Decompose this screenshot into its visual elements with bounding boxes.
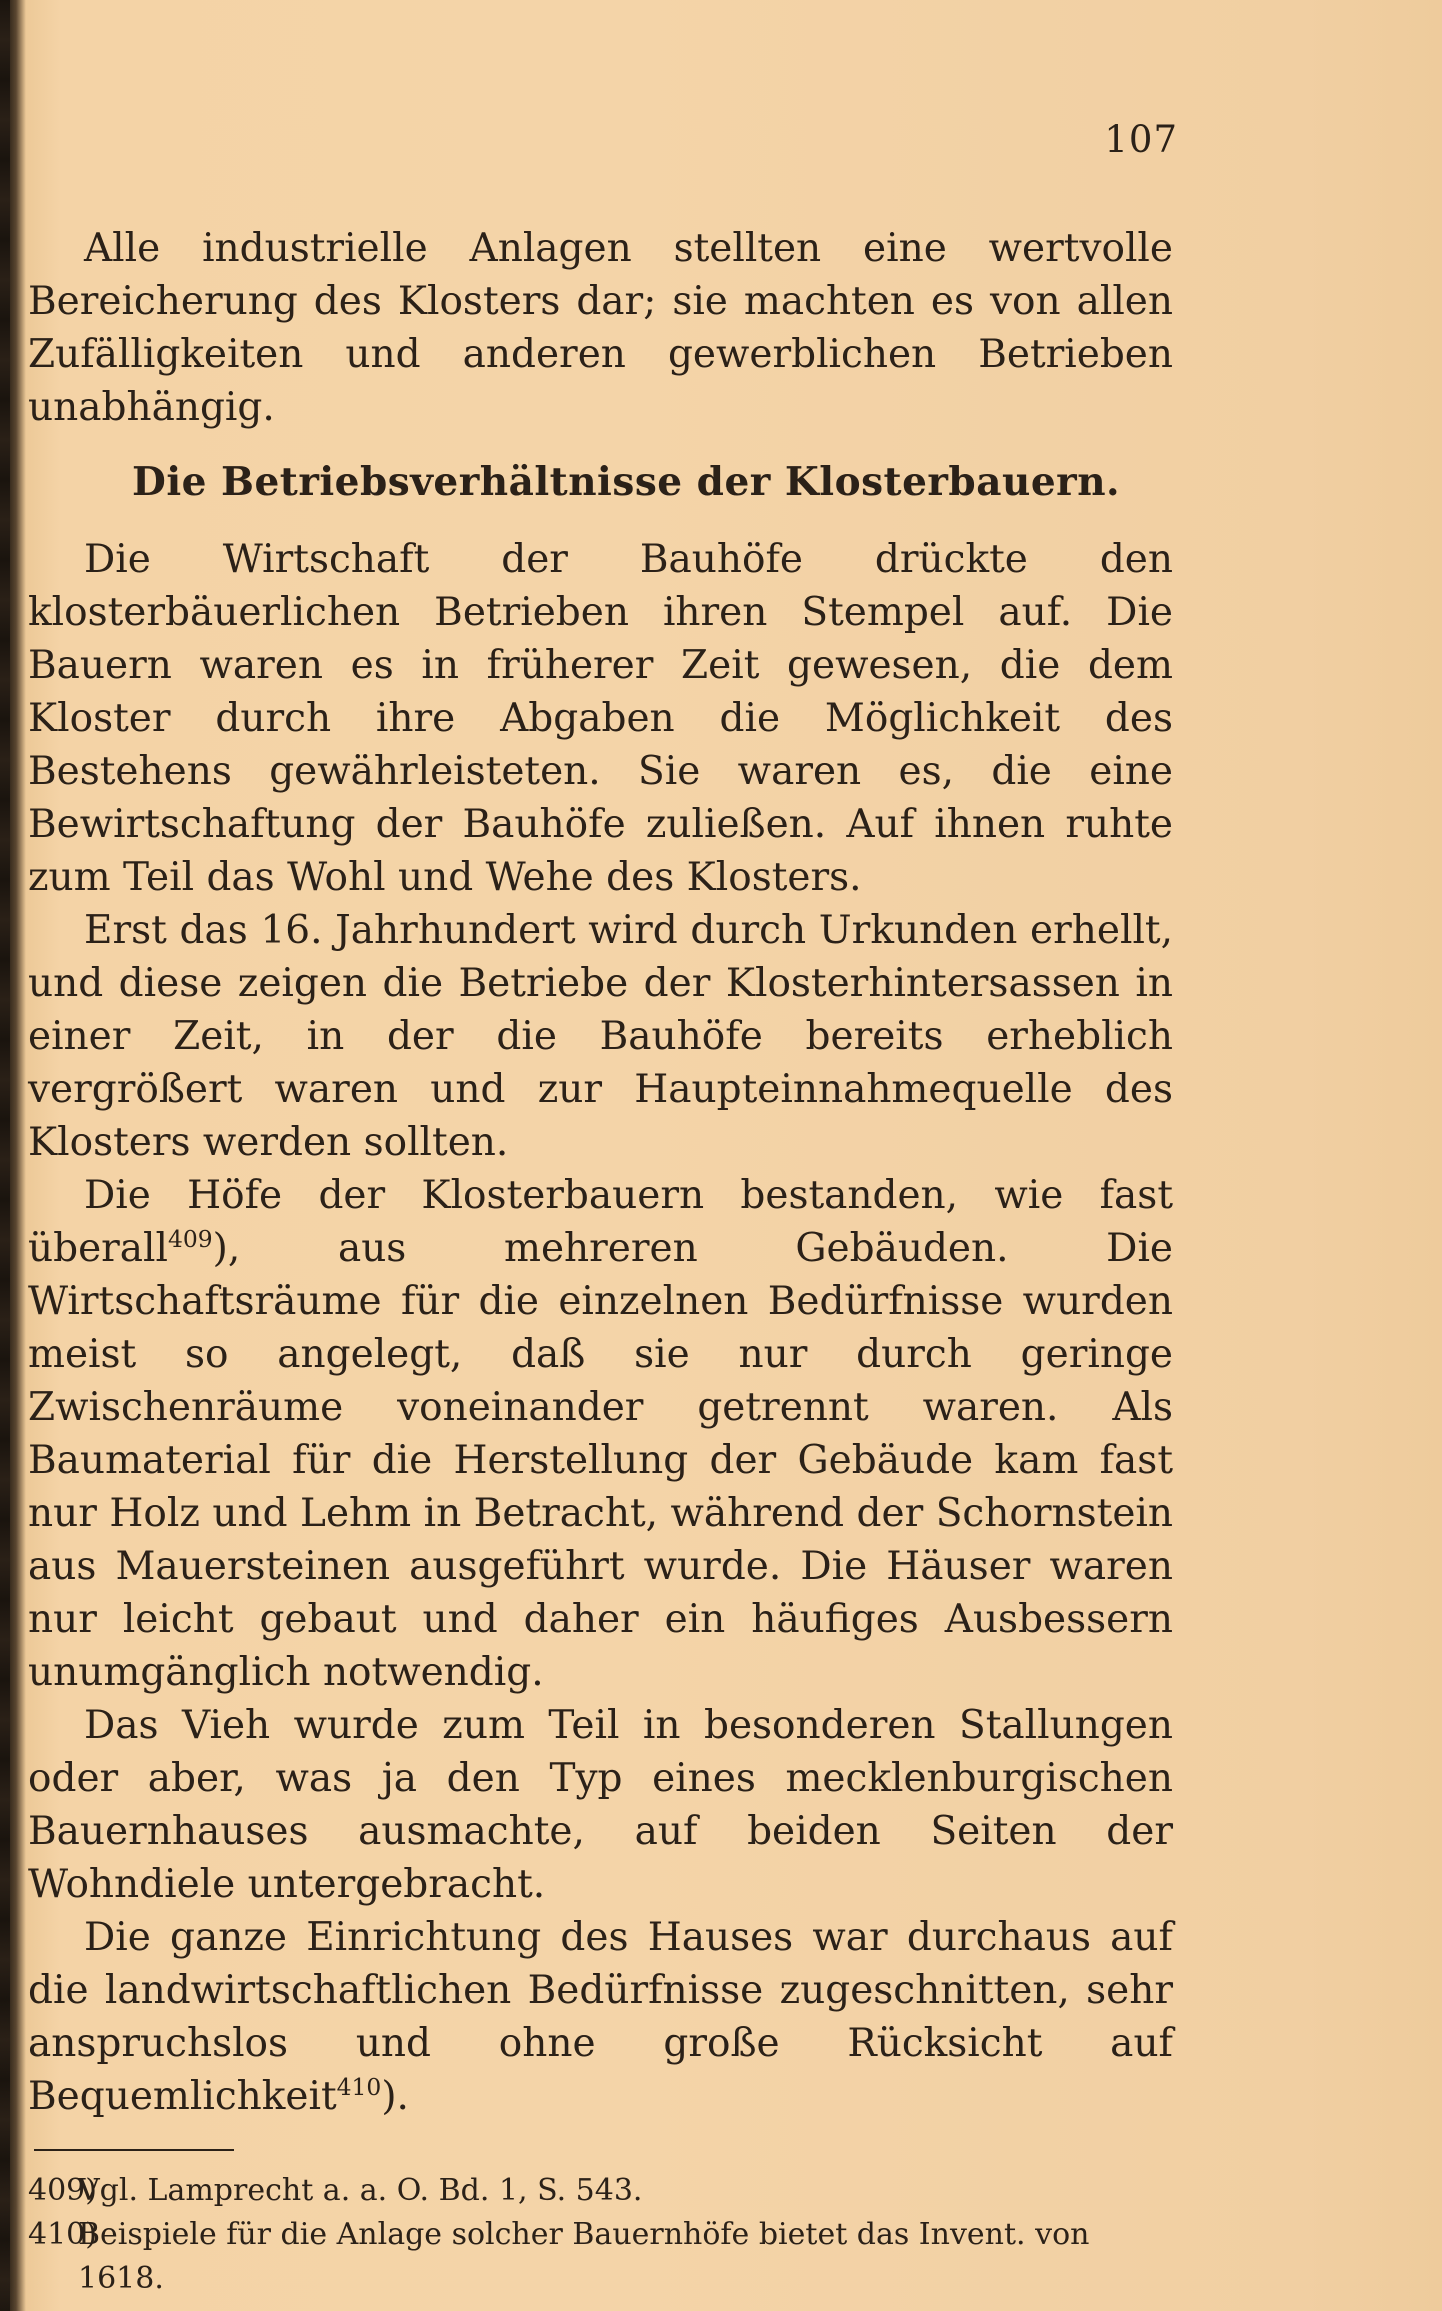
- footnote-410: [28, 2213, 1173, 2301]
- footnote-text: Vgl. Lamprecht a. a. O. Bd. 1, S. 543.: [78, 2173, 643, 2208]
- paragraph-sixteenth-century: Erst das 16. Jahrhundert wird durch Urkunden erhellt, und diese zeigen die Betriebe der Klosterhintersassen in einer Zeit, in der die Bauhöfe bereits erheblich vergrößert waren und zur Haupteinnahmequelle des Klosters werden sollten.: [28, 908, 1173, 1165]
- paragraph-farm-economy: Die Wirtschaft der Bauhöfe drückte den klosterbäuerlichen Betrieben ihren Stempel auf. Die Bauern waren es in früherer Zeit gewesen, die dem Kloster durch ihre Abgaben die Möglichkeit des Bestehens gewährleisteten. Sie waren es, die eine Bewirtschaftung der Bauhöfe zuließen. Auf ihnen ruhte zum Teil das Wohl und Wehe des Klosters.: [28, 537, 1173, 900]
- page-body: [28, 222, 1173, 2301]
- footnote-409: [28, 2169, 1173, 2213]
- paragraph-text: Die ganze Einrichtung des Hauses war durchaus auf die landwirtschaftlichen Bedürfnisse zugeschnitten, sehr anspruchslos und ohne große Rücksicht auf Bequemlichkeit: [28, 1915, 1173, 2119]
- binding-edge: [0, 0, 10, 2311]
- paragraph-farm-buildings: [28, 1169, 1173, 1699]
- footnote-marker: 409): [28, 2173, 97, 2208]
- footnote-reference: 410: [336, 2073, 382, 2101]
- paragraph-house-furnishing: [28, 1911, 1173, 2123]
- footnote-reference: 409: [168, 1225, 213, 1253]
- paragraph-text: ).: [381, 2074, 409, 2119]
- paragraph-text: Die Höfe der Klosterbauern bestanden, wie fast überall: [28, 1173, 1173, 1271]
- footnote-marker: 410): [28, 2217, 97, 2252]
- footnote-text: Beispiele für die Anlage solcher Bauernhöfe bietet das Invent. von 1618.: [78, 2217, 1090, 2296]
- section-heading: Die Betriebsverhältnisse der Klosterbauern.: [132, 459, 1121, 505]
- paragraph-text: ), aus mehreren Gebäuden. Die Wirtschaftsräume für die einzelnen Bedürfnisse wurden meist so angelegt, daß sie nur durch geringe Zwischenräume voneinander getrennt waren. Als Baumaterial für die Herstellung der Gebäude kam fast nur Holz und Lehm in Betracht, während der Schornstein aus Mauersteinen ausgeführt wurde. Die Häuser waren nur leicht gebaut und daher ein häufiges Ausbessern unumgänglich notwendig.: [28, 1226, 1173, 1695]
- paragraph-industrial-facilities: Alle industrielle Anlagen stellten eine wertvolle Bereicherung des Klosters dar; sie machten es von allen Zufälligkeiten und anderen gewerblichen Betrieben unabhängig.: [28, 226, 1173, 430]
- footnote-divider: [34, 2149, 234, 2151]
- paragraph-livestock: Das Vieh wurde zum Teil in besonderen Stallungen oder aber, was ja den Typ eines mecklenburgischen Bauernhauses ausmachte, auf beiden Seiten der Wohndiele untergebracht.: [28, 1703, 1173, 1907]
- page-number: 107: [1104, 118, 1178, 161]
